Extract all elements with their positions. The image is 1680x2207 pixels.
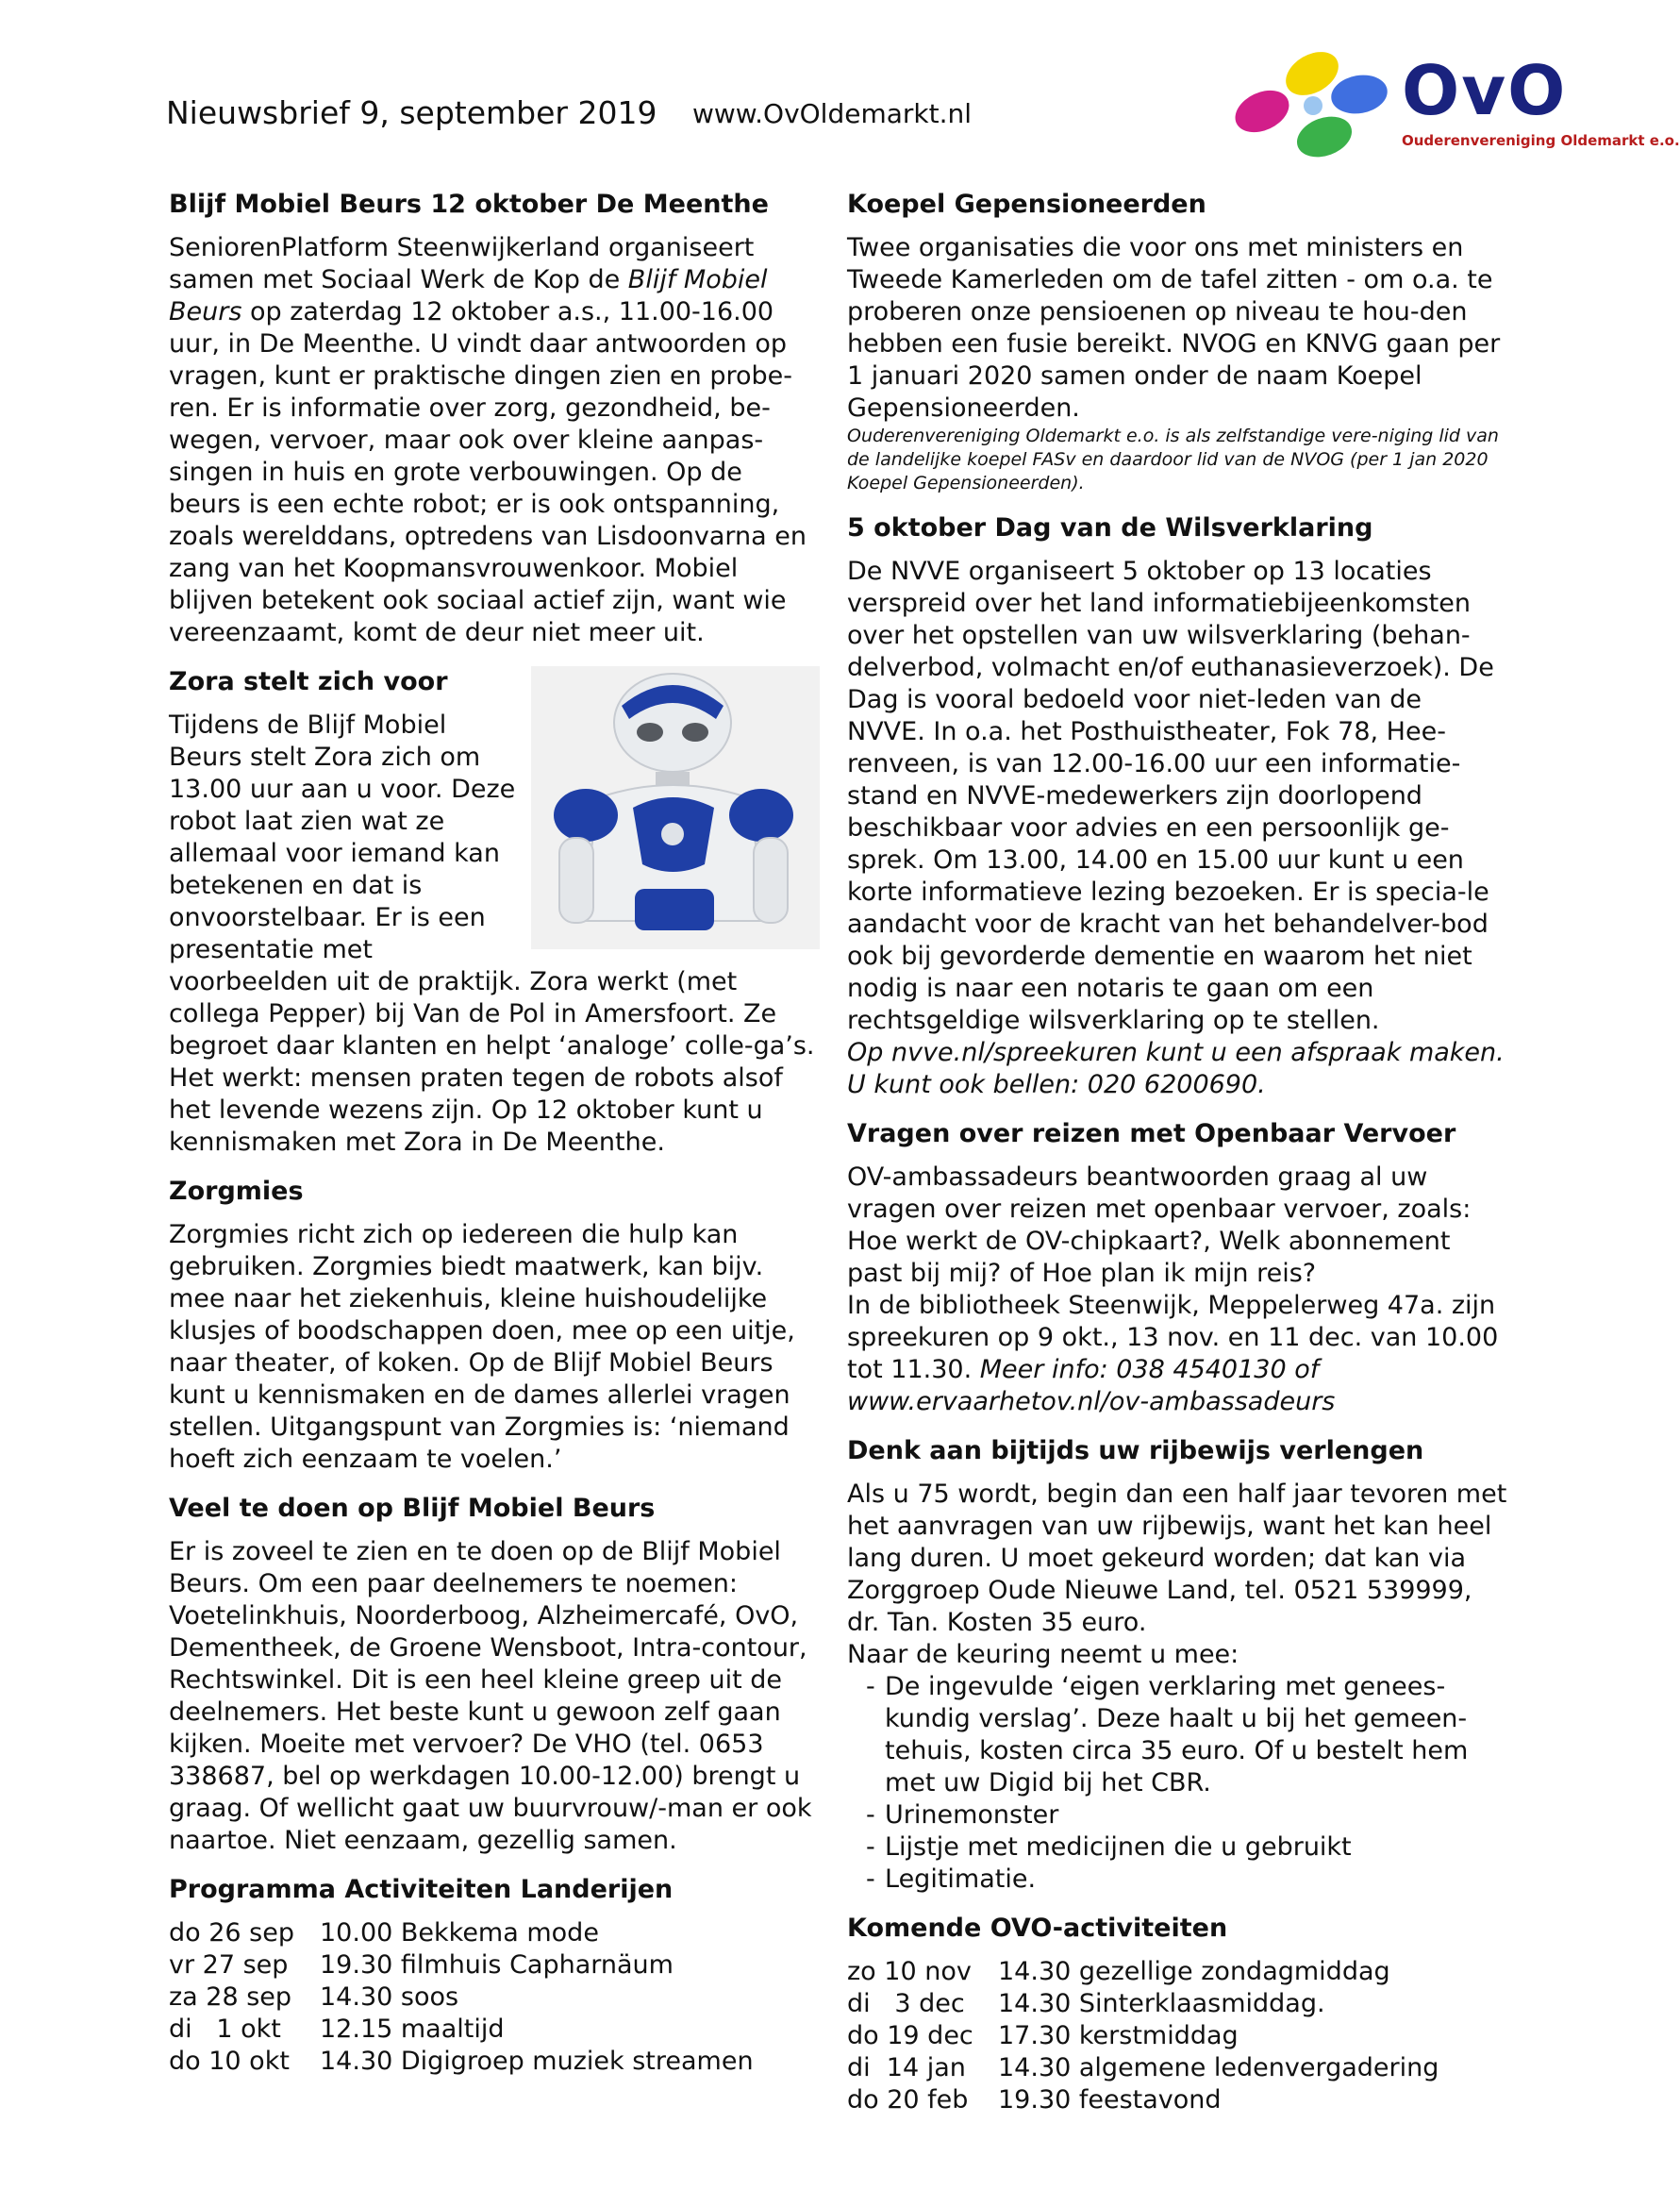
left-column	[169, 189, 820, 2095]
koepel-section	[847, 189, 1507, 495]
ov-heading: Vragen over reizen met Openbaar Vervoer	[847, 1119, 1456, 1148]
wils-contact: Op nvve.nl/spreekuren kunt u een afspraak maken. U kunt ook bellen: 020 6200690.	[847, 1038, 1505, 1099]
komende-table	[847, 1956, 1439, 2116]
table-row: za 28 sep 14.30 soos	[169, 1982, 459, 2012]
beurs-text: SeniorenPlatform Steenwijkerland organiseert samen met Sociaal Werk de Kop de Blijf Mobiel Beurs op zaterdag 12 oktober a.s., 11.00-16.00 uur, in De Meenthe. U vindt daar antwoorden op vragen, kunt er praktische dingen zien en probe-ren. Er is informatie over zorg, gezondheid, be-wegen, vervoer, maar ook over kleine aanpas-singen in huis en grote verbouwingen. Op de beurs is een echte robot; er is ook ontspanning, zoals werelddans, optredens van Lisdoonvarna en zang van het Koopmansvrouwenkoor. Mobiel blijven betekent ook sociaal actief zijn, want wie vereenzaamt, komt de deur niet meer uit.	[169, 233, 807, 647]
table-row: do 19 dec 17.30 kerstmiddag	[847, 2021, 1239, 2050]
zora-section	[169, 666, 820, 1159]
rijbewijs-section	[847, 1435, 1507, 1896]
programma-heading: Programma Activiteiten Landerijen	[169, 1875, 674, 1904]
koepel-note: Ouderenvereniging Oldemarkt e.o. is als zelfstandige vere-niging lid van de landelijke koepel FASv en daardoor lid van de NVOG (per 1 jan 2020 Koepel Gepensioneerden).	[847, 426, 1499, 493]
ovo-logo	[1223, 38, 1680, 160]
veel-section	[169, 1493, 820, 1857]
veel-heading: Veel te doen op Blijf Mobiel Beurs	[169, 1494, 656, 1523]
table-row: do 10 okt 14.30 Digigroep muziek streamen	[169, 2047, 754, 2076]
newsletter-title: Nieuwsbrief 9, september 2019	[166, 94, 657, 131]
website-url[interactable]: www.OvOldemarkt.nl	[692, 98, 973, 129]
wils-section	[847, 512, 1507, 1101]
logo-wordmark: OvO	[1402, 51, 1568, 130]
table-row: di 3 dec 14.30 Sinterklaasmiddag.	[847, 1989, 1325, 2018]
ov-info-link[interactable]: Meer info: 038 4540130 of www.ervaarhetov.nl/ov-ambassadeurs	[847, 1355, 1336, 1416]
table-row: zo 10 nov 14.30 gezellige zondagmiddag	[847, 1957, 1390, 1986]
rijbewijs-text: Als u 75 wordt, begin dan een half jaar tevoren met het aanvragen van uw rijbewijs, want het kan heel lang duren. U moet gekeurd worden; dat kan via Zorggroep Oude Nieuwe Land, tel. 0521 539999, dr. Tan. Kosten 35 euro.	[847, 1480, 1507, 1637]
komende-section	[847, 1913, 1507, 2116]
programma-section	[169, 1874, 820, 2078]
logo-subtitle: Ouderenvereniging Oldemarkt e.o.	[1402, 132, 1680, 149]
page-header	[166, 51, 1680, 170]
table-row: do 20 feb 19.30 feestavond	[847, 2085, 1222, 2115]
table-row: di 1 okt 12.15 maaltijd	[169, 2015, 505, 2044]
wils-heading: 5 oktober Dag van de Wilsverklaring	[847, 513, 1373, 543]
table-row: do 26 sep 10.00 Bekkema mode	[169, 1918, 599, 1948]
beurs-heading: Blijf Mobiel Beurs 12 oktober De Meenthe	[169, 190, 769, 219]
zora-heading: Zora stelt zich voor	[169, 667, 448, 696]
koepel-text: Twee organisaties die voor ons met ministers en Tweede Kamerleden om de tafel zitten - om o.a. te proberen onze pensioenen op niveau te hou-den hebben een fusie bereikt. NVOG en KNVG gaan per 1 januari 2020 samen onder de naam Koepel Gepensioneerden.	[847, 233, 1501, 423]
ov-text: OV-ambassadeurs beantwoorden graag al uw vragen over reizen met openbaar vervoer, zoals: Hoe werkt de OV-chipkaart?, Welk abonnement past bij mij? of Hoe plan ik mijn reis?	[847, 1162, 1472, 1288]
ov-text-2: In de bibliotheek Steenwijk, Meppelerweg 47a. zijn spreekuren op 9 okt., 13 nov. en 11 dec. van 10.00 tot 11.30. Meer info: 038 4540130 of www.ervaarhetov.nl/ov-ambassadeurs	[847, 1291, 1499, 1416]
table-row: vr 27 sep 19.30 filmhuis Capharnäum	[169, 1950, 674, 1980]
koepel-heading: Koepel Gepensioneerden	[847, 190, 1206, 219]
wils-text: De NVVE organiseert 5 oktober op 13 locaties verspreid over het land informatiebijeenkomsten over het opstellen van uw wilsverklaring (behan-delverbod, volmacht en/of euthanasieverzoek). De Dag is vooral bedoeld voor niet-leden van de NVVE. In o.a. het Posthuistheater, Fok 78, Hee-renveen, is van 12.00-16.00 uur een informatie-stand en NVVE-medewerkers zijn doorlopend beschikbaar voor advies en een persoonlijk ge-sprek. Om 13.00, 14.00 en 15.00 uur kunt u een korte informatieve lezing bezoeken. Er is specia-le aandacht voor de kracht van het behandelver-bod ook bij gevorderde dementie en waarom het niet nodig is naar een notaris te gaan om een rechtsgeldige wilsverklaring op te stellen.	[847, 557, 1494, 1035]
rijbewijs-lead: Naar de keuring neemt u mee:	[847, 1640, 1239, 1669]
right-column	[847, 189, 1507, 2133]
programma-table	[169, 1917, 754, 2078]
ov-section	[847, 1118, 1507, 1418]
list-item: - Lijstje met medicijnen die u gebruikt	[866, 1831, 1507, 1864]
robot-photo	[531, 666, 820, 949]
zorgmies-text: Zorgmies richt zich op iedereen die hulp kan gebruiken. Zorgmies biedt maatwerk, kan bijv. mee naar het ziekenhuis, kleine huishoudelijke klusjes of boodschappen doen, mee op een uitje, naar theater, of koken. Op de Blijf Mobiel Beurs kunt u kennismaken en de dames allerlei vragen stellen. Uitgangspunt van Zorgmies is: ‘niemand hoeft zich eenzaam te voelen.’	[169, 1220, 795, 1474]
table-row: di 14 jan 14.30 algemene ledenvergadering	[847, 2053, 1439, 2082]
zorgmies-heading: Zorgmies	[169, 1177, 304, 1206]
zorgmies-section	[169, 1176, 820, 1476]
list-item: - Urinemonster	[866, 1799, 1507, 1831]
list-item: - De ingevulde ‘eigen verklaring met genees-kundig verslag’. Deze haalt u bij het gemeen-tehuis, kosten circa 35 euro. Of u bestelt hem met uw Digid bij het CBR.	[866, 1671, 1507, 1799]
flower-logo-icon	[1223, 38, 1402, 170]
robot-icon	[531, 666, 820, 949]
komende-heading: Komende OVO-activiteiten	[847, 1914, 1228, 1943]
beurs-section	[169, 189, 820, 649]
veel-text: Er is zoveel te zien en te doen op de Blijf Mobiel Beurs. Om een paar deelnemers te noemen: Voetelinkhuis, Noorderboog, Alzheimercafé, OvO, Dementheek, de Groene Wensboot, Intra-contour, Rechtswinkel. Dit is een heel kleine greep uit de deelnemers. Het beste kunt u gewoon zelf gaan kijken. Moeite met vervoer? De VHO (tel. 0653 338687, bel op werkdagen 10.00-12.00) brengt u graag. Of wellicht gaat uw buurvrouw/-man er ook naartoe. Niet eenzaam, gezellig samen.	[169, 1537, 812, 1855]
zora-text: Tijdens de Blijf Mobiel Beurs stelt Zora zich om 13.00 uur aan u voor. Deze robot laat zien wat ze allemaal voor iemand kan betekenen en dat is onvoorstelbaar. Er is een presentatie met voorbeelden uit de praktijk. Zora werkt (met collega Pepper) bij Van de Pol in Amersfoort. Ze begroet daar klanten en helpt ‘analoge’ colle-ga’s. Het werkt: mensen praten tegen de robots alsof het levende wezens zijn. Op 12 oktober kunt u kennismaken met Zora in De Meenthe.	[169, 711, 815, 1157]
list-item: - Legitimatie.	[866, 1864, 1507, 1896]
rijbewijs-list	[847, 1671, 1507, 1896]
rijbewijs-heading: Denk aan bijtijds uw rijbewijs verlengen	[847, 1436, 1424, 1465]
